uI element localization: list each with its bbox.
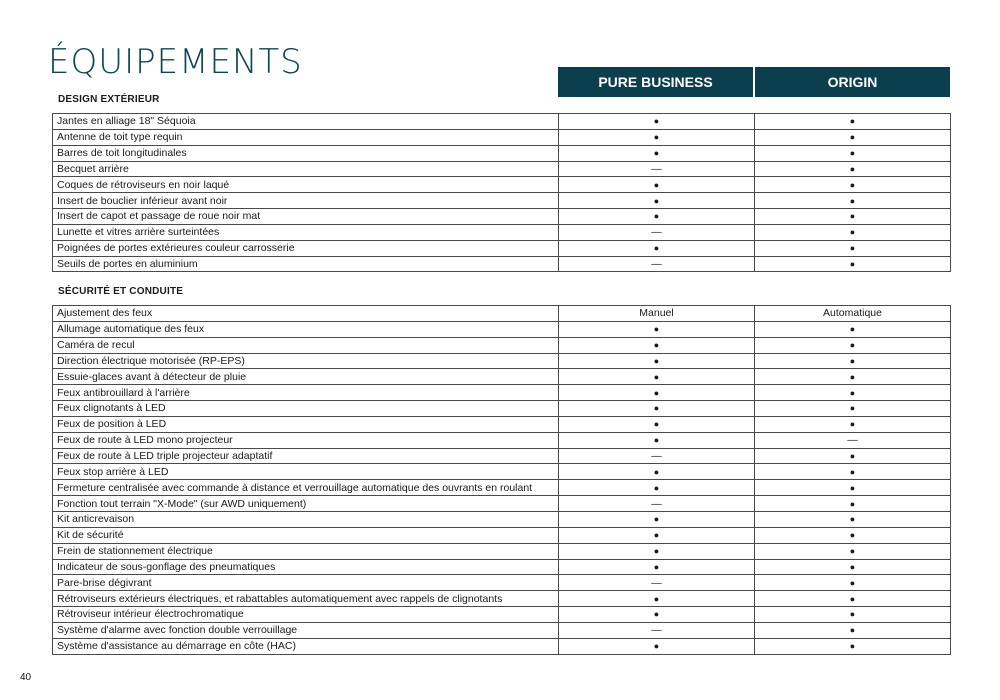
table-row — [53, 209, 951, 225]
value-pure-business: — — [559, 256, 755, 272]
table-row — [53, 432, 951, 448]
value-origin: ● — [755, 114, 951, 130]
table-row — [53, 416, 951, 432]
section-title-securite-conduite: SÉCURITÉ ET CONDUITE — [58, 286, 184, 297]
table-row — [53, 638, 951, 654]
table-row — [53, 256, 951, 272]
value-pure-business: ● — [559, 401, 755, 417]
value-pure-business: ● — [559, 353, 755, 369]
feature-label: Becquet arrière — [53, 161, 559, 177]
value-origin: ● — [755, 145, 951, 161]
table-row — [53, 145, 951, 161]
table-row — [53, 511, 951, 527]
table-row — [53, 353, 951, 369]
table-row — [53, 607, 951, 623]
value-pure-business: ● — [559, 432, 755, 448]
value-pure-business: ● — [559, 193, 755, 209]
value-origin: ● — [755, 385, 951, 401]
value-pure-business: ● — [559, 209, 755, 225]
value-origin: ● — [755, 559, 951, 575]
feature-label: Rétroviseur intérieur électrochromatique — [53, 607, 559, 623]
feature-label: Rétroviseurs extérieurs électriques, et rabattables automatiquement avec rappels de clignotants — [53, 591, 559, 607]
value-pure-business: ● — [559, 480, 755, 496]
value-pure-business: ● — [559, 385, 755, 401]
feature-label: Feux de route à LED mono projecteur — [53, 432, 559, 448]
value-origin: ● — [755, 464, 951, 480]
value-origin: ● — [755, 193, 951, 209]
feature-label: Fermeture centralisée avec commande à distance et verrouillage automatique des ouvrants en roulant — [53, 480, 559, 496]
table-row — [53, 496, 951, 512]
securite-conduite-table — [52, 305, 951, 655]
table-row — [53, 193, 951, 209]
value-pure-business: ● — [559, 337, 755, 353]
table-row — [53, 622, 951, 638]
page-title: ÉQUIPEMENTS — [48, 42, 303, 82]
value-pure-business: ● — [559, 543, 755, 559]
feature-label: Poignées de portes extérieures couleur carrosserie — [53, 240, 559, 256]
table-row — [53, 224, 951, 240]
value-pure-business: ● — [559, 591, 755, 607]
feature-label: Feux de route à LED triple projecteur adaptatif — [53, 448, 559, 464]
value-origin: ● — [755, 209, 951, 225]
value-origin: ● — [755, 496, 951, 512]
feature-label: Coques de rétroviseurs en noir laqué — [53, 177, 559, 193]
feature-label: Jantes en alliage 18" Séquoia — [53, 114, 559, 130]
value-pure-business: ● — [559, 527, 755, 543]
table-row — [53, 177, 951, 193]
table-row — [53, 543, 951, 559]
feature-label: Feux clignotants à LED — [53, 401, 559, 417]
value-origin: ● — [755, 480, 951, 496]
value-origin: ● — [755, 638, 951, 654]
value-pure-business: — — [559, 622, 755, 638]
value-origin: — — [755, 432, 951, 448]
table-row — [53, 448, 951, 464]
feature-label: Insert de bouclier inférieur avant noir — [53, 193, 559, 209]
value-pure-business: ● — [559, 321, 755, 337]
value-origin: ● — [755, 543, 951, 559]
value-pure-business: ● — [559, 145, 755, 161]
table-row — [53, 591, 951, 607]
value-origin: ● — [755, 622, 951, 638]
feature-label: Kit anticrevaison — [53, 511, 559, 527]
design-exterieur-table — [52, 113, 951, 272]
value-pure-business: ● — [559, 114, 755, 130]
value-pure-business: — — [559, 224, 755, 240]
value-origin: ● — [755, 591, 951, 607]
value-origin: Automatique — [755, 306, 951, 322]
value-origin: ● — [755, 527, 951, 543]
column-header-pure-business: PURE BUSINESS — [558, 67, 753, 97]
feature-label: Fonction tout terrain "X-Mode" (sur AWD uniquement) — [53, 496, 559, 512]
table-row — [53, 480, 951, 496]
column-header-origin: ORIGIN — [755, 67, 950, 97]
value-origin: ● — [755, 321, 951, 337]
table-row — [53, 306, 951, 322]
feature-label: Essuie-glaces avant à détecteur de pluie — [53, 369, 559, 385]
feature-label: Système d'assistance au démarrage en côte (HAC) — [53, 638, 559, 654]
value-pure-business: ● — [559, 369, 755, 385]
value-origin: ● — [755, 401, 951, 417]
value-origin: ● — [755, 607, 951, 623]
feature-label: Système d'alarme avec fonction double verrouillage — [53, 622, 559, 638]
table-row — [53, 401, 951, 417]
value-pure-business: ● — [559, 177, 755, 193]
feature-label: Insert de capot et passage de roue noir mat — [53, 209, 559, 225]
feature-label: Feux stop arrière à LED — [53, 464, 559, 480]
page-number: 40 — [20, 672, 32, 683]
value-origin: ● — [755, 224, 951, 240]
value-origin: ● — [755, 575, 951, 591]
feature-label: Feux antibrouillard à l'arrière — [53, 385, 559, 401]
value-pure-business: ● — [559, 129, 755, 145]
table-row — [53, 161, 951, 177]
value-pure-business: — — [559, 496, 755, 512]
value-origin: ● — [755, 511, 951, 527]
feature-label: Antenne de toit type requin — [53, 129, 559, 145]
value-pure-business: Manuel — [559, 306, 755, 322]
value-pure-business: — — [559, 448, 755, 464]
feature-label: Caméra de recul — [53, 337, 559, 353]
table-row — [53, 575, 951, 591]
table-row — [53, 337, 951, 353]
value-pure-business: ● — [559, 464, 755, 480]
feature-label: Lunette et vitres arrière surteintées — [53, 224, 559, 240]
feature-label: Indicateur de sous-gonflage des pneumatiques — [53, 559, 559, 575]
table-row — [53, 559, 951, 575]
feature-label: Ajustement des feux — [53, 306, 559, 322]
value-origin: ● — [755, 369, 951, 385]
value-origin: ● — [755, 353, 951, 369]
table-row — [53, 385, 951, 401]
table-row — [53, 114, 951, 130]
value-pure-business: ● — [559, 638, 755, 654]
value-origin: ● — [755, 240, 951, 256]
value-pure-business: ● — [559, 559, 755, 575]
table-row — [53, 129, 951, 145]
value-pure-business: — — [559, 161, 755, 177]
value-origin: ● — [755, 256, 951, 272]
value-origin: ● — [755, 416, 951, 432]
value-origin: ● — [755, 161, 951, 177]
table-row — [53, 369, 951, 385]
feature-label: Pare-brise dégivrant — [53, 575, 559, 591]
table-row — [53, 464, 951, 480]
feature-label: Allumage automatique des feux — [53, 321, 559, 337]
value-origin: ● — [755, 337, 951, 353]
feature-label: Direction électrique motorisée (RP-EPS) — [53, 353, 559, 369]
feature-label: Seuils de portes en aluminium — [53, 256, 559, 272]
feature-label: Kit de sécurité — [53, 527, 559, 543]
value-origin: ● — [755, 177, 951, 193]
feature-label: Frein de stationnement électrique — [53, 543, 559, 559]
feature-label: Barres de toit longitudinales — [53, 145, 559, 161]
value-origin: ● — [755, 448, 951, 464]
table-row — [53, 527, 951, 543]
section-title-design-exterieur: DESIGN EXTÉRIEUR — [58, 94, 160, 105]
table-row — [53, 240, 951, 256]
value-pure-business: ● — [559, 511, 755, 527]
value-pure-business: ● — [559, 416, 755, 432]
value-pure-business: ● — [559, 240, 755, 256]
value-pure-business: — — [559, 575, 755, 591]
table-row — [53, 321, 951, 337]
value-origin: ● — [755, 129, 951, 145]
value-pure-business: ● — [559, 607, 755, 623]
feature-label: Feux de position à LED — [53, 416, 559, 432]
